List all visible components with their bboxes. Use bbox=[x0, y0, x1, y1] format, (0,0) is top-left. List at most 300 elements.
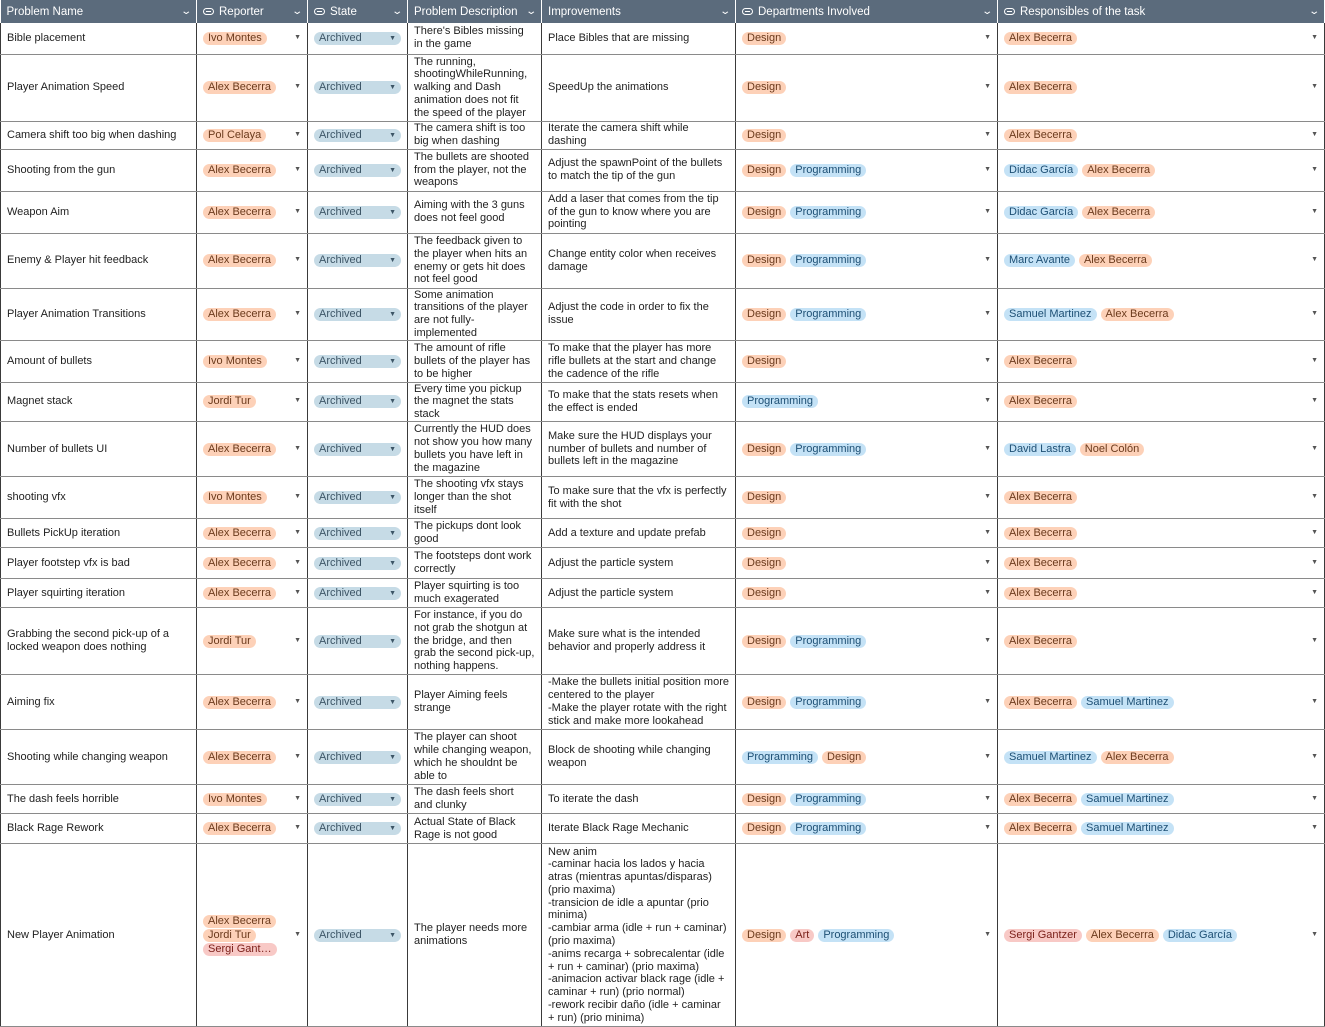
state-cell[interactable] bbox=[308, 288, 408, 340]
dropdown-arrow-icon[interactable]: ▼ bbox=[1311, 83, 1318, 91]
state-cell[interactable] bbox=[308, 382, 408, 421]
column-header-state[interactable] bbox=[308, 0, 408, 23]
problem-description-cell[interactable] bbox=[408, 149, 542, 191]
state-select[interactable] bbox=[314, 635, 401, 648]
problem-description-text: There's Bibles missing in the game bbox=[414, 25, 524, 51]
responsible-cell[interactable] bbox=[998, 519, 1325, 548]
dropdown-arrow-icon[interactable]: ▼ bbox=[1311, 824, 1318, 832]
state-cell[interactable] bbox=[308, 579, 408, 608]
improvements-cell[interactable] bbox=[542, 340, 736, 382]
table-body bbox=[1, 23, 1325, 1027]
problem-name-cell[interactable] bbox=[1, 608, 197, 675]
improvements-cell[interactable] bbox=[542, 785, 736, 814]
problem-description-cell[interactable] bbox=[408, 785, 542, 814]
problem-name-cell[interactable] bbox=[1, 54, 197, 121]
table-row[interactable] bbox=[1, 675, 1325, 730]
improvements-cell[interactable] bbox=[542, 844, 736, 1027]
problem-description-cell[interactable] bbox=[408, 233, 542, 288]
problem-name-cell[interactable] bbox=[1, 579, 197, 608]
table-row[interactable] bbox=[1, 519, 1325, 548]
improvements-cell[interactable] bbox=[542, 23, 736, 54]
dropdown-arrow-icon[interactable]: ▼ bbox=[984, 588, 991, 596]
column-header-reporter[interactable] bbox=[197, 0, 308, 23]
dropdown-arrow-icon[interactable]: ▼ bbox=[984, 697, 991, 705]
dropdown-arrow-icon[interactable]: ▼ bbox=[389, 166, 396, 174]
dropdown-arrow-icon[interactable]: ▼ bbox=[389, 494, 396, 502]
problem-name-cell[interactable] bbox=[1, 477, 197, 519]
responsible-cell[interactable] bbox=[998, 730, 1325, 785]
reporter-cell[interactable] bbox=[197, 340, 308, 382]
dropdown-arrow-icon[interactable]: ▼ bbox=[1311, 33, 1318, 41]
reporter-cell[interactable] bbox=[197, 288, 308, 340]
reporter-cell[interactable] bbox=[197, 191, 308, 233]
problem-name-cell[interactable] bbox=[1, 149, 197, 191]
problem-name-cell[interactable] bbox=[1, 191, 197, 233]
dropdown-arrow-icon[interactable]: ▼ bbox=[1311, 309, 1318, 317]
state-cell[interactable] bbox=[308, 191, 408, 233]
dropdown-arrow-icon[interactable]: ▼ bbox=[1311, 697, 1318, 705]
responsible-cell[interactable] bbox=[998, 785, 1325, 814]
reporter-chip: Alex Becerra bbox=[203, 254, 276, 267]
dropdown-arrow-icon[interactable]: ▼ bbox=[984, 493, 991, 501]
dropdown-arrow-icon[interactable]: ▼ bbox=[984, 397, 991, 405]
problem-description-cell[interactable] bbox=[408, 340, 542, 382]
dropdown-arrow-icon[interactable]: ▼ bbox=[1311, 752, 1318, 760]
problem-name-cell[interactable] bbox=[1, 844, 197, 1027]
column-header-problem-description[interactable] bbox=[408, 0, 542, 23]
dropdown-arrow-icon[interactable]: ▼ bbox=[389, 34, 396, 42]
department-cell[interactable] bbox=[736, 191, 998, 233]
dropdown-arrow-icon[interactable]: ▼ bbox=[984, 356, 991, 364]
problem-description-cell[interactable] bbox=[408, 814, 542, 844]
dropdown-arrow-icon[interactable]: ▼ bbox=[1311, 588, 1318, 596]
problem-name-cell[interactable] bbox=[1, 23, 197, 54]
chevron-down-icon[interactable]: ⌄ bbox=[290, 6, 303, 17]
dropdown-arrow-icon[interactable]: ▼ bbox=[1311, 794, 1318, 802]
responsible-chip: Samuel Martinez bbox=[1004, 751, 1097, 764]
improvements-cell[interactable] bbox=[542, 54, 736, 121]
dropdown-arrow-icon[interactable]: ▼ bbox=[389, 310, 396, 318]
improvements-cell[interactable] bbox=[542, 548, 736, 579]
dropdown-arrow-icon[interactable]: ▼ bbox=[389, 589, 396, 597]
dropdown-arrow-icon[interactable]: ▼ bbox=[984, 256, 991, 264]
dropdown-arrow-icon[interactable]: ▼ bbox=[984, 165, 991, 173]
improvements-cell[interactable] bbox=[542, 730, 736, 785]
reporter-chip: Jordi Tur bbox=[203, 635, 256, 648]
problem-description-cell[interactable] bbox=[408, 121, 542, 149]
dropdown-arrow-icon[interactable]: ▼ bbox=[1311, 636, 1318, 644]
responsible-cell[interactable] bbox=[998, 121, 1325, 149]
reporter-cell[interactable] bbox=[197, 814, 308, 844]
problem-name-cell[interactable] bbox=[1, 730, 197, 785]
responsible-cell[interactable] bbox=[998, 233, 1325, 288]
reporter-cell[interactable] bbox=[197, 477, 308, 519]
problem-name-text: Number of bullets UI bbox=[7, 442, 108, 455]
state-select[interactable] bbox=[314, 822, 401, 835]
dropdown-arrow-icon[interactable]: ▼ bbox=[294, 794, 301, 802]
state-select[interactable] bbox=[314, 129, 401, 142]
table-row[interactable] bbox=[1, 121, 1325, 149]
column-header-departments-involved[interactable] bbox=[736, 0, 998, 23]
responsible-cell[interactable] bbox=[998, 191, 1325, 233]
dropdown-arrow-icon[interactable]: ▼ bbox=[1311, 558, 1318, 566]
responsible-cell[interactable] bbox=[998, 477, 1325, 519]
chevron-down-icon[interactable]: ⌄ bbox=[1307, 6, 1320, 17]
table-row[interactable] bbox=[1, 477, 1325, 519]
problem-description-cell[interactable] bbox=[408, 548, 542, 579]
dropdown-arrow-icon[interactable]: ▼ bbox=[294, 356, 301, 364]
state-value: Archived bbox=[319, 695, 362, 708]
dropdown-arrow-icon[interactable]: ▼ bbox=[984, 33, 991, 41]
department-cell[interactable] bbox=[736, 23, 998, 54]
dropdown-arrow-icon[interactable]: ▼ bbox=[294, 33, 301, 41]
state-select[interactable] bbox=[314, 395, 401, 408]
reporter-cell[interactable] bbox=[197, 54, 308, 121]
dropdown-arrow-icon[interactable]: ▼ bbox=[389, 637, 396, 645]
table-row[interactable] bbox=[1, 579, 1325, 608]
table-row[interactable] bbox=[1, 608, 1325, 675]
dropdown-arrow-icon[interactable]: ▼ bbox=[389, 131, 396, 139]
state-select[interactable] bbox=[314, 206, 401, 219]
dropdown-arrow-icon[interactable]: ▼ bbox=[389, 825, 396, 833]
table-row[interactable] bbox=[1, 844, 1325, 1027]
dropdown-arrow-icon[interactable]: ▼ bbox=[1311, 130, 1318, 138]
dropdown-arrow-icon[interactable]: ▼ bbox=[294, 256, 301, 264]
responsible-cell[interactable] bbox=[998, 149, 1325, 191]
reporter-chip: Ivo Montes bbox=[203, 793, 267, 806]
chevron-down-icon[interactable]: ⌄ bbox=[980, 6, 993, 17]
state-cell[interactable] bbox=[308, 519, 408, 548]
state-cell[interactable] bbox=[308, 608, 408, 675]
state-value: Archived bbox=[319, 31, 362, 44]
responsible-cell[interactable] bbox=[998, 340, 1325, 382]
problem-description-cell[interactable] bbox=[408, 608, 542, 675]
state-select[interactable] bbox=[314, 557, 401, 570]
problem-name-cell[interactable] bbox=[1, 675, 197, 730]
dropdown-arrow-icon[interactable]: ▼ bbox=[984, 824, 991, 832]
responsible-cell[interactable] bbox=[998, 548, 1325, 579]
responsible-cell[interactable] bbox=[998, 54, 1325, 121]
problem-name-cell[interactable] bbox=[1, 548, 197, 579]
reporter-cell[interactable] bbox=[197, 675, 308, 730]
dropdown-arrow-icon[interactable]: ▼ bbox=[984, 83, 991, 91]
dropdown-arrow-icon[interactable]: ▼ bbox=[294, 130, 301, 138]
dropdown-arrow-icon[interactable]: ▼ bbox=[294, 165, 301, 173]
improvements-cell[interactable] bbox=[542, 288, 736, 340]
table-row[interactable] bbox=[1, 785, 1325, 814]
dropdown-arrow-icon[interactable]: ▼ bbox=[294, 558, 301, 566]
dropdown-arrow-icon[interactable]: ▼ bbox=[294, 528, 301, 536]
department-chip: Design bbox=[742, 164, 786, 177]
dropdown-arrow-icon[interactable]: ▼ bbox=[984, 930, 991, 938]
dropdown-arrow-icon[interactable]: ▼ bbox=[1311, 930, 1318, 938]
state-cell[interactable] bbox=[308, 844, 408, 1027]
improvements-cell[interactable] bbox=[542, 382, 736, 421]
state-select[interactable] bbox=[314, 164, 401, 177]
state-select[interactable] bbox=[314, 308, 401, 321]
problem-description-text: For instance, if you do not grab the shotgun at the bridge, and then grab the second pick-up, nothing happens. bbox=[414, 609, 535, 673]
dropdown-arrow-icon[interactable]: ▼ bbox=[984, 752, 991, 760]
dropdown-arrow-icon[interactable]: ▼ bbox=[984, 794, 991, 802]
department-cell[interactable] bbox=[736, 149, 998, 191]
dropdown-arrow-icon[interactable]: ▼ bbox=[294, 444, 301, 452]
dropdown-arrow-icon[interactable]: ▼ bbox=[1311, 256, 1318, 264]
state-value: Archived bbox=[319, 81, 362, 93]
dropdown-arrow-icon[interactable]: ▼ bbox=[389, 795, 396, 803]
improvements-cell[interactable] bbox=[542, 422, 736, 477]
state-cell[interactable] bbox=[308, 233, 408, 288]
dropdown-arrow-icon[interactable]: ▼ bbox=[984, 558, 991, 566]
dropdown-arrow-icon[interactable]: ▼ bbox=[1311, 444, 1318, 452]
reporter-cell[interactable] bbox=[197, 844, 308, 1027]
department-cell[interactable] bbox=[736, 477, 998, 519]
state-cell[interactable] bbox=[308, 814, 408, 844]
reporter-cell[interactable] bbox=[197, 608, 308, 675]
dropdown-arrow-icon[interactable]: ▼ bbox=[294, 588, 301, 596]
responsible-cell[interactable] bbox=[998, 382, 1325, 421]
reporter-cell[interactable] bbox=[197, 149, 308, 191]
dropdown-arrow-icon[interactable]: ▼ bbox=[984, 309, 991, 317]
column-header-label: State bbox=[330, 5, 357, 18]
reporter-cell[interactable] bbox=[197, 121, 308, 149]
table-row[interactable] bbox=[1, 730, 1325, 785]
department-cell[interactable] bbox=[736, 121, 998, 149]
state-cell[interactable] bbox=[308, 730, 408, 785]
problem-name-cell[interactable] bbox=[1, 340, 197, 382]
dropdown-arrow-icon[interactable]: ▼ bbox=[294, 930, 301, 938]
state-select[interactable] bbox=[314, 929, 401, 942]
dropdown-arrow-icon[interactable]: ▼ bbox=[389, 208, 396, 216]
problem-description-cell[interactable] bbox=[408, 23, 542, 54]
state-select[interactable] bbox=[314, 527, 401, 540]
dropdown-arrow-icon[interactable]: ▼ bbox=[389, 84, 396, 91]
dropdown-arrow-icon[interactable]: ▼ bbox=[294, 207, 301, 215]
state-select[interactable] bbox=[314, 587, 401, 600]
table-row[interactable] bbox=[1, 191, 1325, 233]
state-cell[interactable] bbox=[308, 121, 408, 149]
problem-description-cell[interactable] bbox=[408, 382, 542, 421]
dropdown-arrow-icon[interactable]: ▼ bbox=[389, 931, 396, 939]
improvements-cell[interactable] bbox=[542, 149, 736, 191]
state-cell[interactable] bbox=[308, 785, 408, 814]
reporter-cell[interactable] bbox=[197, 23, 308, 54]
responsible-cell[interactable] bbox=[998, 422, 1325, 477]
problem-name-cell[interactable] bbox=[1, 121, 197, 149]
dropdown-arrow-icon[interactable]: ▼ bbox=[294, 824, 301, 832]
improvements-cell[interactable] bbox=[542, 579, 736, 608]
state-cell[interactable] bbox=[308, 548, 408, 579]
problem-description-cell[interactable] bbox=[408, 191, 542, 233]
department-cell[interactable] bbox=[736, 382, 998, 421]
improvements-cell[interactable] bbox=[542, 477, 736, 519]
reporter-cell[interactable] bbox=[197, 382, 308, 421]
problem-name-text: Bullets PickUp iteration bbox=[7, 526, 121, 539]
state-select[interactable] bbox=[314, 81, 401, 94]
problem-description-cell[interactable] bbox=[408, 519, 542, 548]
problem-name-cell[interactable] bbox=[1, 814, 197, 844]
department-cell[interactable] bbox=[736, 844, 998, 1027]
department-chip: Programming bbox=[790, 308, 866, 321]
problem-name-cell[interactable] bbox=[1, 519, 197, 548]
table-row[interactable] bbox=[1, 54, 1325, 121]
reporter-cell[interactable] bbox=[197, 422, 308, 477]
responsible-cell[interactable] bbox=[998, 288, 1325, 340]
problem-description-cell[interactable] bbox=[408, 288, 542, 340]
problem-name-cell[interactable] bbox=[1, 382, 197, 421]
responsible-cell[interactable] bbox=[998, 844, 1325, 1027]
problem-description-cell[interactable] bbox=[408, 422, 542, 477]
dropdown-arrow-icon[interactable]: ▼ bbox=[984, 207, 991, 215]
state-select[interactable] bbox=[314, 696, 401, 709]
improvements-cell[interactable] bbox=[542, 519, 736, 548]
responsible-cell[interactable] bbox=[998, 675, 1325, 730]
dropdown-arrow-icon[interactable]: ▼ bbox=[294, 493, 301, 501]
dropdown-arrow-icon[interactable]: ▼ bbox=[389, 753, 396, 761]
department-cell[interactable] bbox=[736, 814, 998, 844]
chevron-down-icon[interactable]: ⌄ bbox=[390, 6, 403, 17]
department-cell[interactable] bbox=[736, 233, 998, 288]
problem-name-cell[interactable] bbox=[1, 233, 197, 288]
dropdown-arrow-icon[interactable]: ▼ bbox=[389, 529, 396, 537]
dropdown-arrow-icon[interactable]: ▼ bbox=[294, 309, 301, 317]
state-select[interactable] bbox=[314, 443, 401, 456]
problem-description-text: The dash feels short and clunky bbox=[414, 786, 514, 812]
dropdown-arrow-icon[interactable]: ▼ bbox=[389, 445, 396, 453]
column-header-improvements[interactable] bbox=[542, 0, 736, 23]
department-cell[interactable] bbox=[736, 519, 998, 548]
responsible-chip: Alex Becerra bbox=[1004, 491, 1077, 504]
state-select[interactable] bbox=[314, 355, 401, 368]
state-select[interactable] bbox=[314, 751, 401, 764]
improvements-cell[interactable] bbox=[542, 675, 736, 730]
department-cell[interactable] bbox=[736, 608, 998, 675]
table-row[interactable] bbox=[1, 382, 1325, 421]
department-chip: Programming bbox=[790, 443, 866, 456]
table-row[interactable] bbox=[1, 23, 1325, 54]
department-cell[interactable] bbox=[736, 422, 998, 477]
improvements-text: To make sure that the vfx is perfectly fit with the shot bbox=[548, 484, 727, 510]
reporter-cell[interactable] bbox=[197, 548, 308, 579]
improvements-cell[interactable] bbox=[542, 233, 736, 288]
column-header-responsibles-of-the-task[interactable] bbox=[998, 0, 1325, 23]
dropdown-arrow-icon[interactable]: ▼ bbox=[389, 357, 396, 365]
dropdown-arrow-icon[interactable]: ▼ bbox=[1311, 207, 1318, 215]
dropdown-arrow-icon[interactable]: ▼ bbox=[1311, 493, 1318, 501]
reporter-cell[interactable] bbox=[197, 730, 308, 785]
dropdown-arrow-icon[interactable]: ▼ bbox=[294, 752, 301, 760]
chevron-down-icon[interactable]: ⌄ bbox=[179, 6, 192, 17]
state-select[interactable] bbox=[314, 491, 401, 504]
dropdown-arrow-icon[interactable]: ▼ bbox=[294, 636, 301, 644]
department-cell[interactable] bbox=[736, 54, 998, 121]
table-row[interactable] bbox=[1, 340, 1325, 382]
department-chip: Design bbox=[742, 822, 786, 835]
improvements-cell[interactable] bbox=[542, 608, 736, 675]
dropdown-arrow-icon[interactable]: ▼ bbox=[294, 697, 301, 705]
dropdown-arrow-icon[interactable]: ▼ bbox=[389, 257, 396, 264]
problem-description-text: Currently the HUD does not show you how many bullets you have left in the magazine bbox=[414, 423, 533, 474]
department-cell[interactable] bbox=[736, 548, 998, 579]
dropdown-arrow-icon[interactable]: ▼ bbox=[294, 83, 301, 91]
table-row[interactable] bbox=[1, 149, 1325, 191]
dropdown-arrow-icon[interactable]: ▼ bbox=[389, 698, 396, 706]
state-cell[interactable] bbox=[308, 54, 408, 121]
dropdown-arrow-icon[interactable]: ▼ bbox=[984, 130, 991, 138]
dropdown-arrow-icon[interactable]: ▼ bbox=[294, 397, 301, 405]
department-cell[interactable] bbox=[736, 288, 998, 340]
dropdown-arrow-icon[interactable]: ▼ bbox=[1311, 397, 1318, 405]
state-cell[interactable] bbox=[308, 149, 408, 191]
problem-description-cell[interactable] bbox=[408, 675, 542, 730]
reporter-chip: Ivo Montes bbox=[203, 491, 267, 504]
reporter-cell[interactable] bbox=[197, 579, 308, 608]
state-select[interactable] bbox=[314, 793, 401, 806]
state-cell[interactable] bbox=[308, 23, 408, 54]
table-row[interactable] bbox=[1, 548, 1325, 579]
problem-name-cell[interactable] bbox=[1, 422, 197, 477]
state-cell[interactable] bbox=[308, 340, 408, 382]
table-row[interactable] bbox=[1, 288, 1325, 340]
problem-description-cell[interactable] bbox=[408, 579, 542, 608]
responsible-cell[interactable] bbox=[998, 23, 1325, 54]
dropdown-arrow-icon[interactable]: ▼ bbox=[1311, 356, 1318, 364]
state-cell[interactable] bbox=[308, 675, 408, 730]
department-cell[interactable] bbox=[736, 785, 998, 814]
dropdown-arrow-icon[interactable]: ▼ bbox=[1311, 165, 1318, 173]
responsible-cell[interactable] bbox=[998, 608, 1325, 675]
dropdown-arrow-icon[interactable]: ▼ bbox=[984, 528, 991, 536]
improvements-cell[interactable] bbox=[542, 814, 736, 844]
table-row[interactable] bbox=[1, 814, 1325, 844]
problem-description-cell[interactable] bbox=[408, 730, 542, 785]
dropdown-arrow-icon[interactable]: ▼ bbox=[984, 444, 991, 452]
responsible-chip: Alex Becerra bbox=[1004, 822, 1077, 835]
reporter-cell[interactable] bbox=[197, 233, 308, 288]
department-cell[interactable] bbox=[736, 730, 998, 785]
problem-description-cell[interactable] bbox=[408, 844, 542, 1027]
problem-name-cell[interactable] bbox=[1, 785, 197, 814]
dropdown-arrow-icon[interactable]: ▼ bbox=[1311, 528, 1318, 536]
reporter-cell[interactable] bbox=[197, 785, 308, 814]
department-cell[interactable] bbox=[736, 675, 998, 730]
department-cell[interactable] bbox=[736, 340, 998, 382]
dropdown-arrow-icon[interactable]: ▼ bbox=[389, 559, 396, 567]
table-row[interactable] bbox=[1, 422, 1325, 477]
state-select[interactable] bbox=[314, 32, 401, 45]
problem-name-cell[interactable] bbox=[1, 288, 197, 340]
column-header-problem-name[interactable] bbox=[1, 0, 197, 23]
responsible-cell[interactable] bbox=[998, 579, 1325, 608]
improvements-cell[interactable] bbox=[542, 121, 736, 149]
state-select[interactable] bbox=[314, 254, 401, 267]
dropdown-arrow-icon[interactable]: ▼ bbox=[389, 398, 396, 406]
table-row[interactable] bbox=[1, 233, 1325, 288]
improvements-cell[interactable] bbox=[542, 191, 736, 233]
responsible-cell[interactable] bbox=[998, 814, 1325, 844]
dropdown-arrow-icon[interactable]: ▼ bbox=[984, 636, 991, 644]
problem-description-cell[interactable] bbox=[408, 54, 542, 121]
state-cell[interactable] bbox=[308, 477, 408, 519]
chevron-down-icon[interactable]: ⌄ bbox=[718, 6, 731, 17]
problem-description-cell[interactable] bbox=[408, 477, 542, 519]
reporter-cell[interactable] bbox=[197, 519, 308, 548]
state-cell[interactable] bbox=[308, 422, 408, 477]
chevron-down-icon[interactable]: ⌄ bbox=[524, 6, 537, 17]
responsible-chip: Alex Becerra bbox=[1079, 254, 1152, 267]
column-header-label: Reporter bbox=[219, 5, 264, 18]
department-cell[interactable] bbox=[736, 579, 998, 608]
problem-description-text: Aiming with the 3 guns does not feel good bbox=[414, 199, 525, 224]
